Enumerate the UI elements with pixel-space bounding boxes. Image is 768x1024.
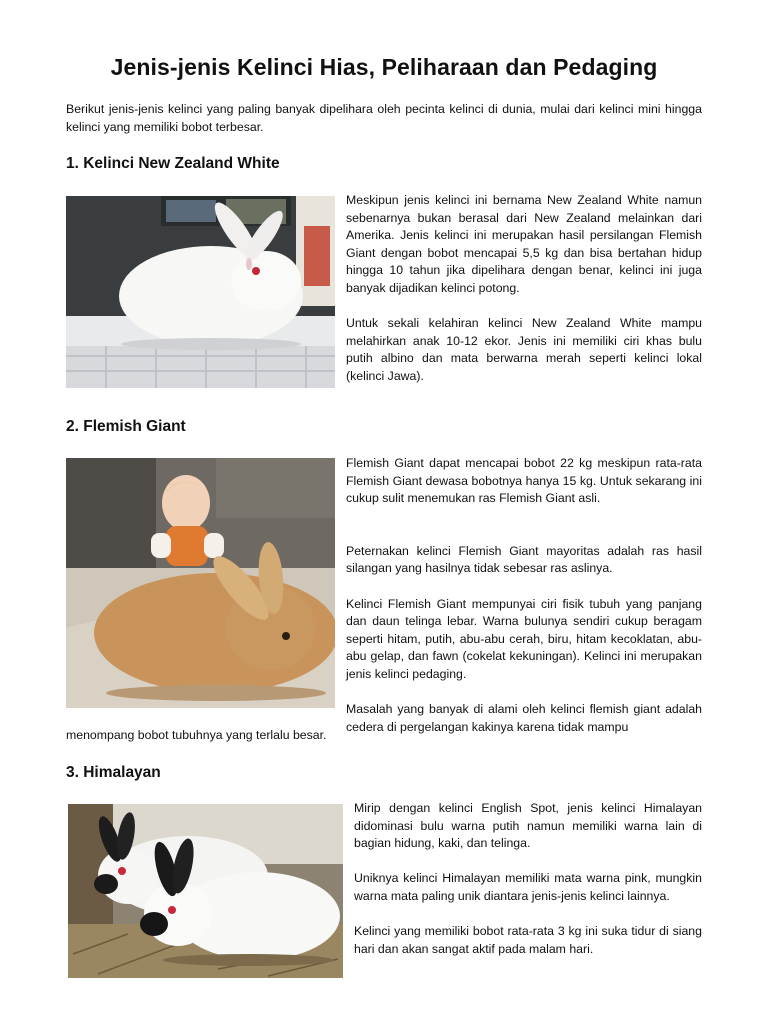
- section-text-flemish-giant: [346, 455, 702, 736]
- flemish-giant-rabbit-photo: [66, 458, 335, 708]
- page-title: Jenis-jenis Kelinci Hias, Peliharaan dan Pedaging: [110, 54, 658, 80]
- paragraph: Masalah yang banyak di alami oleh kelinci flemish giant adalah cedera di pergelangan kakinya karena tidak mampu: [346, 702, 702, 734]
- paragraph: Kelinci Flemish Giant mempunyai ciri fisik tubuh yang panjang dan daun telinga lebar. Warna bulunya sendiri cukup beragam seperti hitam, putih, abu-abu cerah, biru, hitam kecoklatan, abu-abu gelap, dan fawn (cokelat kekuningan). Kelinci ini merupakan jenis kelinci pedaging.: [346, 596, 702, 681]
- section-text-himalayan: [354, 800, 702, 958]
- paragraph-continuation: menompang bobot tubuhnya yang terlalu besar.: [66, 728, 327, 742]
- paragraph: Flemish Giant dapat mencapai bobot 22 kg meskipun rata-rata Flemish Giant dewasa bobotnya hanya 15 kg. Untuk sekarang ini cukup sulit menemukan ras Flemish Giant asli.: [346, 456, 702, 506]
- section-heading-himalayan: 3. Himalayan: [66, 764, 161, 781]
- intro-paragraph: Berikut jenis-jenis kelinci yang paling banyak dipelihara oleh pecinta kelinci di dunia, mulai dari kelinci mini hingga kelinci yang memiliki bobot terbesar.: [66, 102, 702, 134]
- paragraph: Mirip dengan kelinci English Spot, jenis kelinci Himalayan didominasi bulu warna putih namun memiliki warna lain di bagian hidung, kaki, dan telinga.: [354, 801, 702, 851]
- paragraph: Uniknya kelinci Himalayan memiliki mata warna pink, mungkin warna mata paling unik diantara jenis-jenis kelinci lainnya.: [354, 871, 702, 903]
- section-heading-new-zealand-white: 1. Kelinci New Zealand White: [66, 155, 280, 172]
- new-zealand-white-rabbit-photo: [66, 196, 335, 388]
- section-heading-flemish-giant: 2. Flemish Giant: [66, 418, 186, 435]
- section-text-new-zealand-white: [346, 192, 702, 403]
- himalayan-rabbit-photo: [68, 804, 343, 978]
- paragraph: Untuk sekali kelahiran kelinci New Zealand White mampu melahirkan anak 10-12 ekor. Jenis ini memiliki ciri khas bulu putih albino dan mata berwarna merah seperti kelinci lokal (kelinci Jawa).: [346, 316, 702, 383]
- paragraph: Kelinci yang memiliki bobot rata-rata 3 kg ini suka tidur di siang hari dan akan sangat aktif pada malam hari.: [354, 924, 702, 956]
- paragraph: Peternakan kelinci Flemish Giant mayoritas adalah ras hasil silangan yang hasilnya tidak sebesar ras aslinya.: [346, 543, 702, 576]
- paragraph: Meskipun jenis kelinci ini bernama New Zealand White namun sebenarnya bukan berasal dari New Zealand melainkan dari Amerika. Jenis kelinci ini merupakan hasil persilangan Flemish Giant dengan bobot mencapai 5,5 kg dan bisa bertahan hidup hingga 10 tahun jika dipelihara dengan benar, kelinci ini juga banyak dijadikan kelinci potong.: [346, 193, 702, 295]
